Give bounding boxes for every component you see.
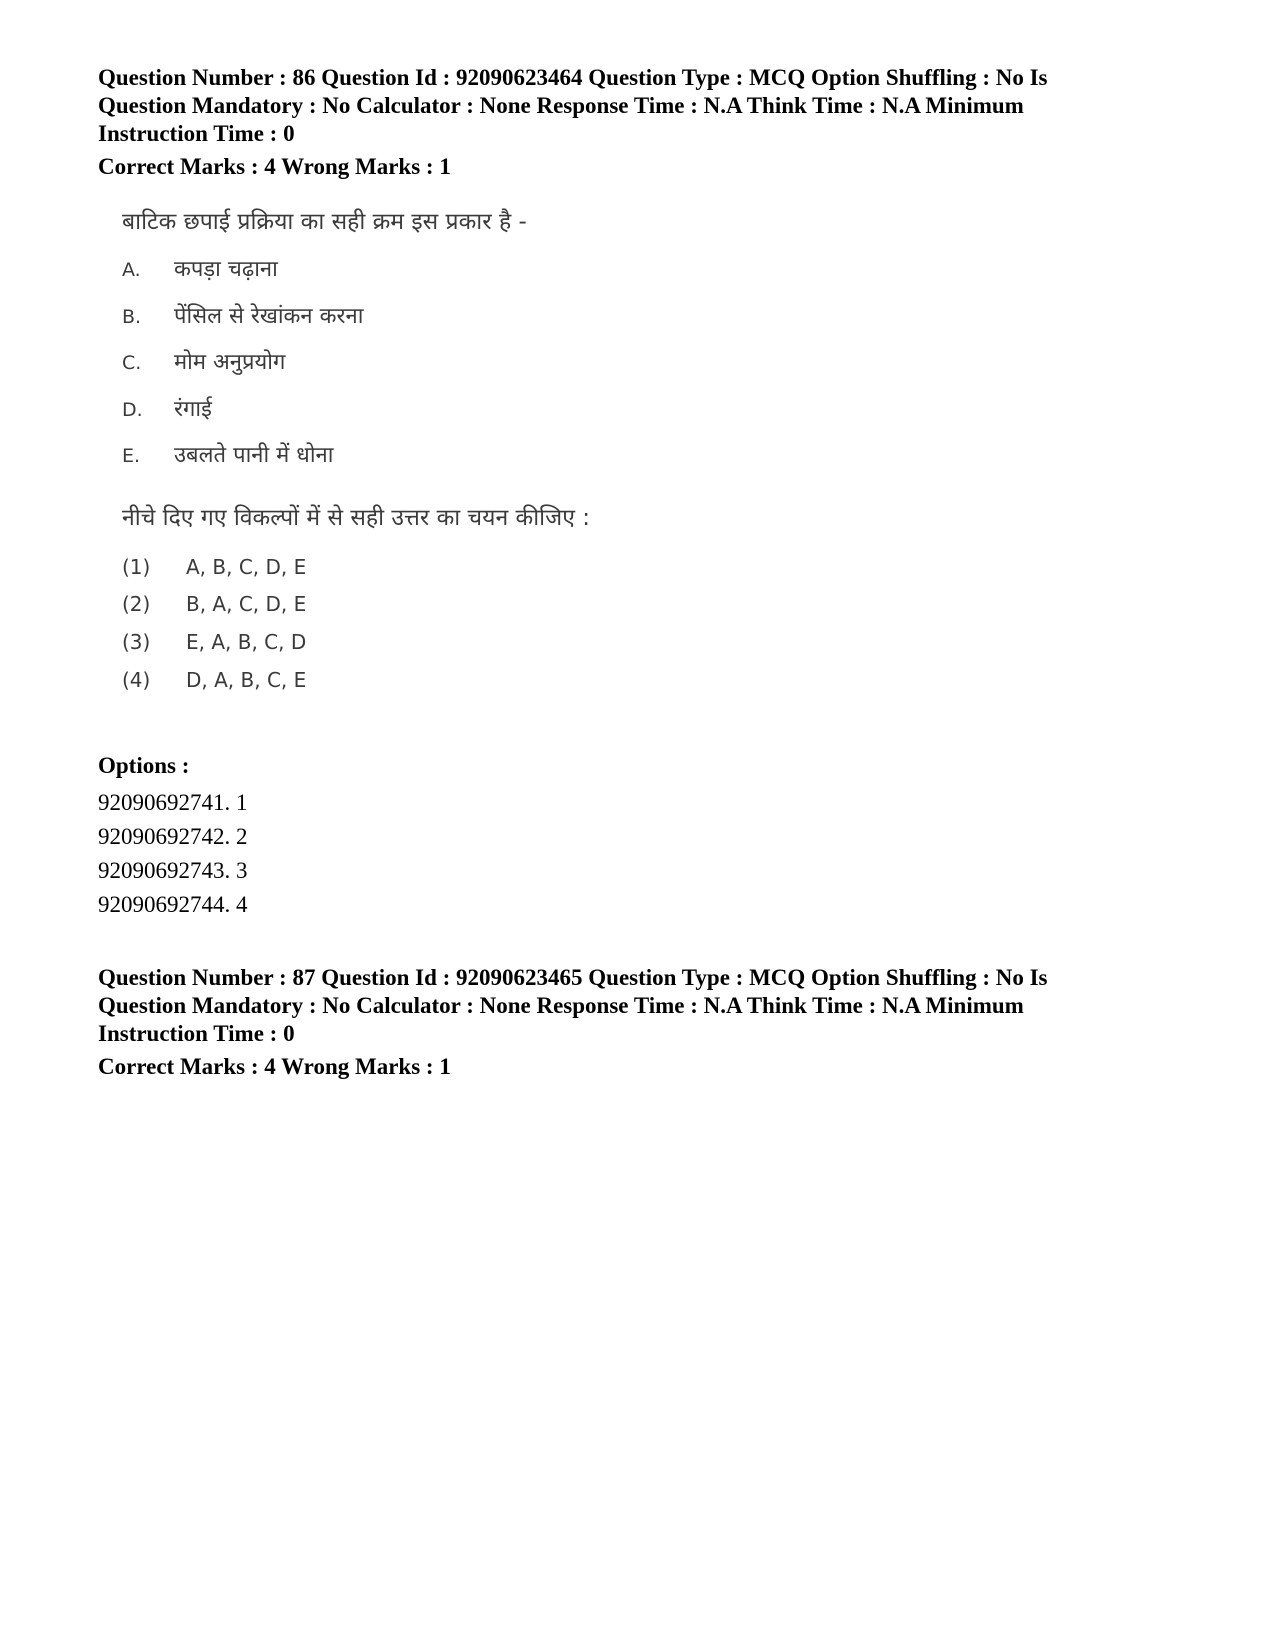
question-86-header-line2: Question Mandatory : No Calculator : None Response Time : N.A Think Time : N.A Minimum [98, 93, 1024, 118]
choice-text: D, A, B, C, E [186, 668, 307, 692]
choice-4 [122, 665, 306, 695]
question-86-content [110, 205, 630, 730]
statement-a [122, 255, 278, 285]
question-stem: बाटिक छपाई प्रक्रिया का सही क्रम इस प्रकार है - [122, 209, 527, 235]
choice-2 [122, 589, 306, 619]
statement-text: पेंसिल से रेखांकन करना [174, 304, 364, 329]
option-row: 92090692744. 4 [98, 892, 248, 917]
statement-c [122, 348, 285, 378]
statement-d [122, 395, 212, 425]
statement-label: B. [122, 306, 142, 328]
question-86-header [98, 64, 1178, 148]
option-row: 92090692741. 1 [98, 790, 248, 815]
option-row: 92090692742. 2 [98, 824, 248, 849]
question-instruction: नीचे दिए गए विकल्पों में से सही उत्तर का चयन कीजिए : [122, 505, 590, 531]
statement-label: C. [122, 352, 142, 374]
options-title: Options : [98, 753, 190, 778]
question-87-marks: Correct Marks : 4 Wrong Marks : 1 [98, 1054, 451, 1079]
statement-text: रंगाई [174, 397, 212, 422]
question-87-header-line3: Instruction Time : 0 [98, 1021, 295, 1046]
question-86-marks: Correct Marks : 4 Wrong Marks : 1 [98, 154, 451, 179]
choice-1 [122, 552, 306, 582]
question-86-header-line1: Question Number : 86 Question Id : 92090623464 Question Type : MCQ Option Shuffling : No Is [98, 65, 1048, 90]
statement-label: E. [122, 445, 141, 467]
choice-3 [122, 627, 306, 657]
statement-text: उबलते पानी में धोना [174, 443, 334, 468]
question-87-header [98, 964, 1178, 1048]
choice-number: (4) [122, 668, 151, 692]
question-86-header-line3: Instruction Time : 0 [98, 121, 295, 146]
choice-number: (2) [122, 592, 151, 616]
question-87-header-line1: Question Number : 87 Question Id : 92090623465 Question Type : MCQ Option Shuffling : No Is [98, 965, 1048, 990]
statement-text: मोम अनुप्रयोग [174, 350, 286, 375]
statement-label: D. [122, 399, 143, 421]
choice-number: (3) [122, 630, 151, 654]
options-list [98, 786, 248, 922]
choice-text: B, A, C, D, E [186, 592, 307, 616]
question-87-header-line2: Question Mandatory : No Calculator : None Response Time : N.A Think Time : N.A Minimum [98, 993, 1024, 1018]
statement-e [122, 441, 333, 471]
statement-label: A. [122, 259, 141, 281]
choice-number: (1) [122, 555, 151, 579]
choice-text: E, A, B, C, D [186, 630, 307, 654]
statement-b [122, 302, 363, 332]
choice-text: A, B, C, D, E [186, 555, 307, 579]
statement-text: कपड़ा चढ़ाना [174, 257, 278, 282]
option-row: 92090692743. 3 [98, 858, 248, 883]
